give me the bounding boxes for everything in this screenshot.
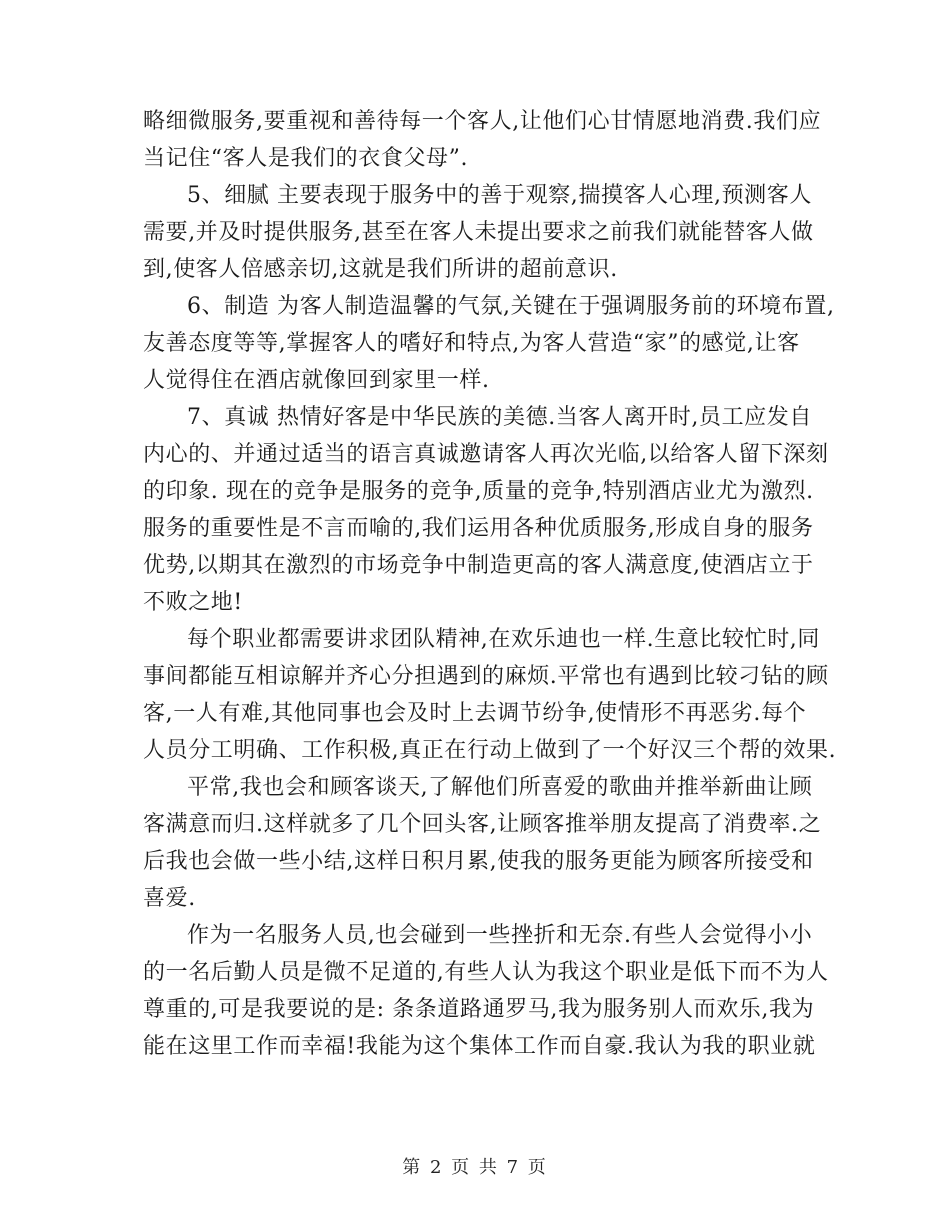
paragraph-start-line: 平常,我也会和顾客谈天,了解他们所喜爱的歌曲并推举新曲让顾 (187, 775, 813, 800)
page-number-footer: 第 2 页 共 7 页 (402, 1157, 548, 1178)
text-line: 友善态度等等,掌握客人的嗜好和特点,为客人营造“家”的感觉,让客 (143, 331, 800, 356)
text-line: 的一名后勤人员是微不足道的,有些人认为我这个职业是低下而不为人 (143, 960, 829, 985)
paragraph-start-line: 5、细腻 主要表现于服务中的善于观察,揣摸客人心理,预测客人 (187, 183, 812, 208)
paragraph-start-line: 每个职业都需要讲求团队精神,在欢乐迪也一样.生意比较忙时,同 (187, 627, 820, 652)
text-line: 能在这里工作而幸福!我能为这个集体工作而自豪.我认为我的职业就 (143, 1034, 816, 1059)
text-line: 到,使客人倍感亲切,这就是我们所讲的超前意识. (143, 257, 618, 282)
text-line: 服务的重要性是不言而喻的,我们运用各种优质服务,形成自身的服务 (143, 516, 814, 541)
text-line: 的印象. 现在的竞争是服务的竞争,质量的竞争,特别酒店业尤为激烈. (143, 479, 814, 504)
text-line: 人觉得住在酒店就像回到家里一样. (143, 368, 490, 393)
paragraph-start-line: 6、制造 为客人制造温馨的气氛,关键在于强调服务前的环境布置, (187, 294, 835, 319)
text-line: 客满意而归.这样就多了几个回头客,让顾客推举朋友提高了消费率.之 (143, 812, 822, 837)
paragraph-start-line: 7、真诚 热情好客是中华民族的美德.当客人离开时,员工应发自 (187, 405, 812, 430)
text-line: 尊重的,可是我要说的是: 条条道路通罗马,我为服务别人而欢乐,我为 (143, 997, 815, 1022)
text-line: 人员分工明确、工作积极,真正在行动上做到了一个好汉三个帮的效果. (143, 738, 837, 763)
text-line: 需要,并及时提供服务,甚至在客人未提出要求之前我们就能替客人做 (143, 220, 814, 245)
text-line: 优势,以期其在激烈的市场竞争中制造更高的客人满意度,使酒店立于 (143, 553, 814, 578)
text-line: 略细微服务,要重视和善待每一个客人,让他们心甘情愿地消费.我们应 (143, 109, 822, 134)
text-line: 客,一人有难,其他同事也会及时上去调节纷争,使情形不再恶劣.每个 (143, 701, 807, 726)
document-body (143, 103, 837, 1065)
text-line: 事间都能互相谅解并齐心分担遇到的麻烦.平常也有遇到比较刁钻的顾 (143, 664, 829, 689)
paragraph-start-line: 作为一名服务人员,也会碰到一些挫折和无奈.有些人会觉得小小 (187, 923, 813, 948)
text-line: 喜爱. (143, 886, 196, 911)
text-line: 内心的、并通过适当的语言真诚邀请客人再次光临,以给客人留下深刻 (143, 442, 829, 467)
text-line: 后我也会做一些小结,这样日积月累,使我的服务更能为顾客所接受和 (143, 849, 814, 874)
text-line: 当记住“客人是我们的衣食父母”. (143, 146, 469, 171)
text-line: 不败之地! (143, 590, 243, 615)
